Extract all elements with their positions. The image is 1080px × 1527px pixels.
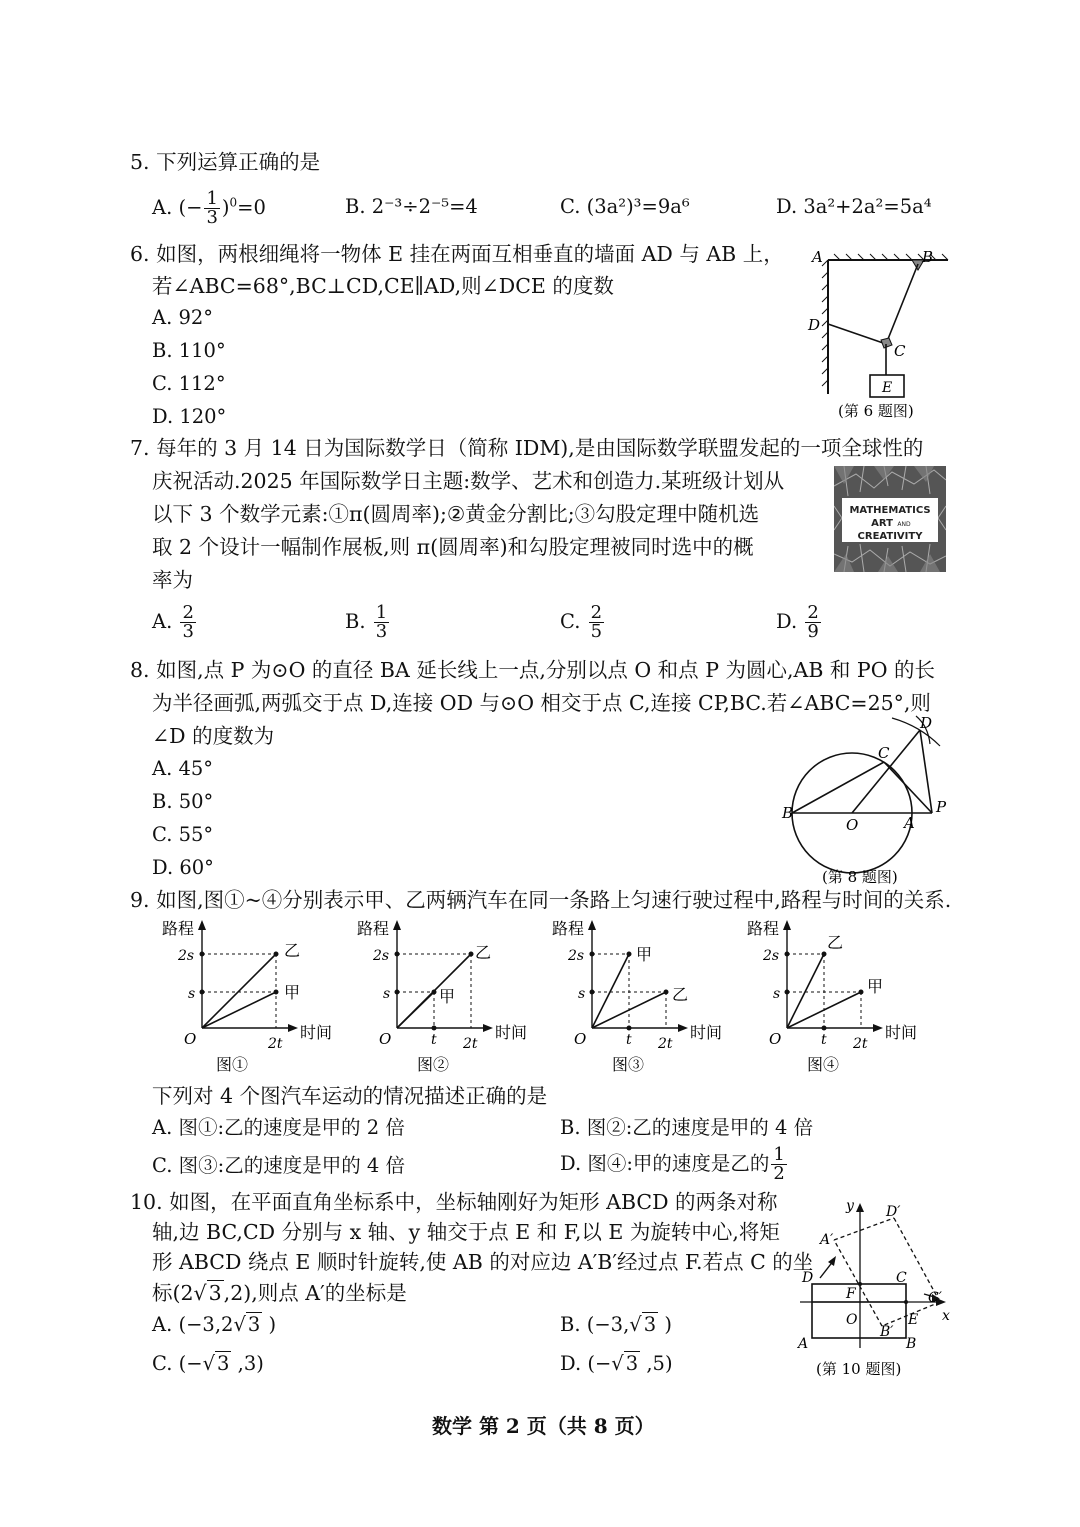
svg-text:路程: 路程 <box>747 919 780 938</box>
q9-graph1-name: 图① <box>216 1055 249 1074</box>
svg-text:时间: 时间 <box>690 1023 723 1042</box>
svg-text:O: O <box>574 1030 587 1048</box>
svg-text:t: t <box>821 1032 827 1048</box>
q9-graph4-name: 图④ <box>807 1055 840 1074</box>
q10-label-y: y <box>846 1198 854 1214</box>
svg-text:甲: 甲 <box>284 983 301 1002</box>
q9-graph2-name: 图② <box>417 1055 450 1074</box>
q10-label-a: A <box>798 1336 809 1352</box>
q8-line1: 8. 如图,点 P 为⊙O 的直径 BA 延长线上一点,分别以点 O 和点 P 为圆心,AB 和 PO 的长 <box>130 658 936 682</box>
q9-option-b: B. 图②:乙的速度是甲的 4 倍 <box>560 1116 814 1139</box>
q10-line2: 轴,边 BC,CD 分别与 x 轴、y 轴交于点 E 和 F,以 E 为旋转中心,将矩 <box>152 1220 780 1244</box>
svg-text:甲: 甲 <box>636 945 653 964</box>
q5-option-b: B. 2⁻³÷2⁻⁵=4 <box>345 195 478 218</box>
svg-text:2t: 2t <box>658 1036 673 1052</box>
q8-label-b: B <box>782 804 794 822</box>
svg-text:t: t <box>431 1032 437 1048</box>
q6-line1: 6. 如图，两根细绳将一物体 E 挂在两面互相垂直的墙面 AD 与 AB 上， <box>130 242 784 266</box>
q6-option-a: A. 92° <box>152 306 214 329</box>
q7-line2: 庆祝活动.2025 年国际数学日主题:数学、艺术和创造力.某班级计划从 <box>152 469 785 493</box>
q10-line4: 标(2√3,2),则点 A′的坐标是 <box>152 1281 407 1305</box>
svg-text:2s: 2s <box>763 948 780 964</box>
q10-label-o: O <box>846 1312 858 1328</box>
q6-label-e: E <box>882 380 893 396</box>
svg-text:O: O <box>379 1030 392 1048</box>
q5-option-a: A. (− $\frac{1}{3}$ )$^0$=0 <box>152 188 266 228</box>
q9-option-d: D. 图④:甲的速度是乙的 $\frac{1}{2}$ <box>560 1144 785 1184</box>
svg-text:s: s <box>383 986 391 1002</box>
svg-text:2s: 2s <box>373 948 390 964</box>
q6-label-b: B <box>922 248 934 266</box>
svg-text:时间: 时间 <box>495 1023 528 1042</box>
q7-option-c: C. $\frac{2}{5}$ <box>560 602 603 642</box>
q10-label-b-prime: B′ <box>880 1324 894 1340</box>
q5-fraction: $\frac{1}{3}$ <box>206 188 218 228</box>
q6-option-d: D. 120° <box>152 405 227 428</box>
q5-option-c: C. (3a²)³=9a⁶ <box>560 195 690 218</box>
q8-option-b: B. 50° <box>152 790 214 813</box>
q10-label-d-prime: D′ <box>886 1204 901 1220</box>
q10-line3: 形 ABCD 绕点 E 顺时针旋转,使 AB 的对应边 A′B′经过点 F.若点 C 的坐 <box>152 1250 814 1274</box>
svg-text:t: t <box>626 1032 632 1048</box>
svg-text:s: s <box>773 986 781 1002</box>
svg-text:2t: 2t <box>853 1036 868 1052</box>
q9-graph-2 <box>345 916 535 1074</box>
q7-option-a: A. $\frac{2}{3}$ <box>152 602 194 642</box>
q9-graph3-name: 图③ <box>612 1055 645 1074</box>
svg-text:O: O <box>769 1030 782 1048</box>
q6-line2: 若∠ABC=68°,BC⊥CD,CE∥AD,则∠DCE 的度数 <box>152 274 614 298</box>
q8-caption: (第 8 题图) <box>822 868 898 886</box>
q10-label-f: F <box>846 1286 856 1302</box>
q10-label-c-prime: C′ <box>928 1290 942 1306</box>
q8-line3: ∠D 的度数为 <box>152 724 275 748</box>
q8-label-o: O <box>846 816 859 834</box>
q8-option-c: C. 55° <box>152 823 214 846</box>
q6-label-d: D <box>808 316 821 334</box>
q10-label-e: E <box>908 1312 919 1328</box>
q5-option-d: D. 3a²+2a²=5a⁴ <box>776 195 932 218</box>
svg-text:s: s <box>188 986 196 1002</box>
q8-line2: 为半径画弧,两弧交于点 D,连接 OD 与⊙O 相交于点 C,连接 CP,BC.若∠ABC=25°,则 <box>152 691 931 715</box>
svg-text:2t: 2t <box>463 1036 478 1052</box>
q7-logo-line1: MATHEMATICS <box>849 505 931 516</box>
page-footer: 数学 第 2 页（共 8 页） <box>432 1414 655 1438</box>
svg-text:路程: 路程 <box>552 919 585 938</box>
q7-mathematics-logo <box>834 466 946 572</box>
q10-line1: 10. 如图，在平面直角坐标系中，坐标轴刚好为矩形 ABCD 的两条对称 <box>130 1190 778 1214</box>
svg-text:甲: 甲 <box>439 987 456 1006</box>
q7-option-b: B. $\frac{1}{3}$ <box>345 602 388 642</box>
q6-caption: (第 6 题图) <box>838 402 914 420</box>
svg-text:乙: 乙 <box>827 933 844 952</box>
q7-line4: 取 2 个设计一幅制作展板,则 π(圆周率)和勾股定理被同时选中的概 <box>152 535 754 559</box>
q8-label-d: D <box>920 714 933 732</box>
q6-label-c: C <box>894 342 906 360</box>
q7-option-d: D. $\frac{2}{9}$ <box>776 602 819 642</box>
svg-text:乙: 乙 <box>672 985 689 1004</box>
q6-option-c: C. 112° <box>152 372 226 395</box>
q10-option-d: D. (−√ 3 ,5) <box>560 1352 673 1375</box>
svg-text:s: s <box>578 986 586 1002</box>
q9-graph-4 <box>735 916 925 1074</box>
q8-label-p: P <box>936 798 947 816</box>
q7-line1: 7. 每年的 3 月 14 日为国际数学日（简称 IDM),是由国际数学联盟发起的一项全球性的 <box>130 436 924 460</box>
q10-option-c: C. (−√ 3 ,3) <box>152 1352 264 1375</box>
svg-text:乙: 乙 <box>284 941 301 960</box>
svg-text:甲: 甲 <box>867 977 884 996</box>
svg-text:2s: 2s <box>568 948 585 964</box>
q9-stem: 9. 如图,图①~④分别表示甲、乙两辆汽车在同一条路上匀速行驶过程中,路程与时间的关系. <box>130 888 952 912</box>
svg-text:乙: 乙 <box>475 943 492 962</box>
q7-logo-line3: CREATIVITY <box>857 531 923 542</box>
q9-graph1-ylabel: 路程 <box>162 919 195 938</box>
q6-figure <box>800 244 960 424</box>
svg-text:2t: 2t <box>268 1036 283 1052</box>
q7-line3: 以下 3 个数学元素:①π(圆周率);②黄金分割比;③勾股定理中随机选 <box>152 502 760 526</box>
q6-label-a: A <box>812 248 823 266</box>
q10-label-d: D <box>802 1270 814 1286</box>
q7-line5: 率为 <box>152 568 193 592</box>
q10-caption: (第 10 题图) <box>816 1360 902 1378</box>
q7-logo-art: ART <box>871 518 893 529</box>
q8-option-d: D. 60° <box>152 856 214 879</box>
q5-stem: 5. 下列运算正确的是 <box>130 150 321 174</box>
q10-label-c: C <box>896 1270 907 1286</box>
q9-graph1-xlabel: 时间 <box>300 1023 333 1042</box>
q9-option-a: A. 图①:乙的速度是甲的 2 倍 <box>152 1116 405 1139</box>
q6-option-b: B. 110° <box>152 339 226 362</box>
q9-graph-3 <box>540 916 730 1074</box>
svg-text:O: O <box>184 1030 197 1048</box>
q8-label-c: C <box>878 744 890 762</box>
q10-option-a: A. (−3,2√ 3 ) <box>152 1313 277 1336</box>
q10-label-x: x <box>942 1308 950 1324</box>
q7-logo-and: AND <box>897 521 911 528</box>
q10-label-b: B <box>906 1336 917 1352</box>
q8-option-a: A. 45° <box>152 757 214 780</box>
q8-label-a: A <box>904 814 915 832</box>
q10-label-a-prime: A′ <box>820 1232 834 1248</box>
svg-text:时间: 时间 <box>885 1023 918 1042</box>
svg-text:路程: 路程 <box>357 919 390 938</box>
svg-text:2s: 2s <box>178 948 195 964</box>
q9-prompt: 下列对 4 个图汽车运动的情况描述正确的是 <box>152 1084 548 1108</box>
q9-graph-1 <box>150 916 340 1074</box>
q9-option-c: C. 图③:乙的速度是甲的 4 倍 <box>152 1154 405 1177</box>
q8-figure <box>780 712 960 890</box>
q10-option-b: B. (−3,√ 3 ) <box>560 1313 672 1336</box>
q10-figure <box>790 1198 960 1384</box>
